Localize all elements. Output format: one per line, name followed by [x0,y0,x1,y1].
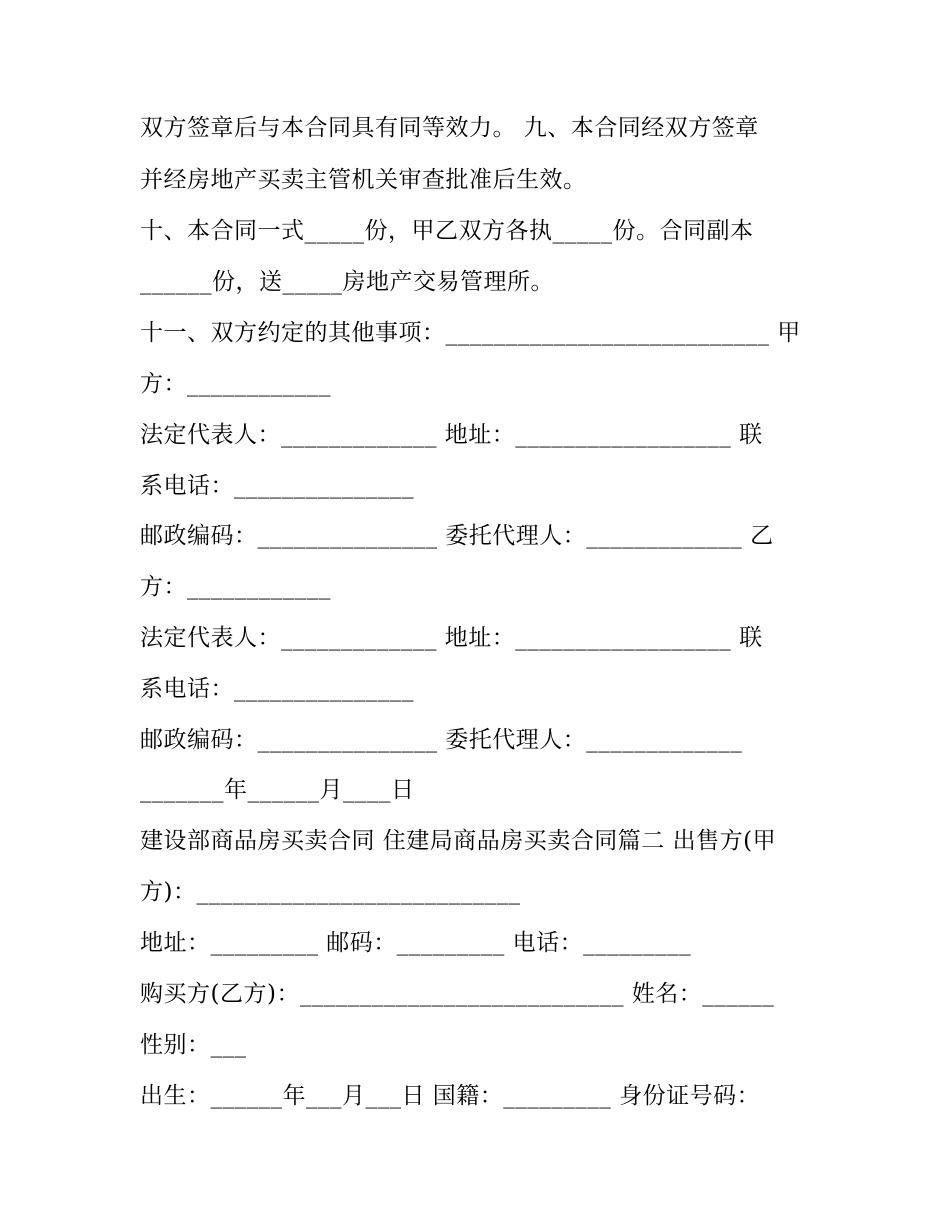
text-line: 邮政编码：_______________ 委托代理人：_____________ [140,727,743,753]
text-line: 十、本合同一式_____份，甲乙双方各执_____份。合同副本 [140,218,754,244]
text-line: 性别：___ [140,1032,247,1058]
text-line: 建设部商品房买卖合同 住建局商品房买卖合同篇二 出售方(甲 [140,828,777,854]
text-line: 法定代表人：_____________ 地址：__________________ 联 [140,422,763,448]
text-line: 方：____________ [140,371,331,397]
text-line: 系电话：_______________ [140,676,414,702]
text-line: 邮政编码：_______________ 委托代理人：_____________ 乙 [140,523,774,549]
text-line: _______年______月____日 [140,777,415,803]
text-line: 方)：___________________________ [140,879,521,905]
text-line: 出生：______年___月___日 国籍：_________ 身份证号码： [140,1083,761,1109]
text-line: 系电话：_______________ [140,473,414,499]
text-line: 购买方(乙方)：___________________________ 姓名：______ [140,981,775,1007]
text-line: 地址：_________ 邮码：_________ 电话：_________ [140,930,692,956]
text-line: 法定代表人：_____________ 地址：__________________ 联 [140,625,763,651]
text-line: ______份，送_____房地产交易管理所。 [140,269,554,295]
text-line: 十一、双方约定的其他事项：___________________________ 甲 [140,320,801,346]
text-line: 并经房地产买卖主管机关审查批准后生效。 [140,167,587,193]
text-line: 双方签章后与本合同具有同等效力。 九、本合同经双方签章 [140,115,759,141]
text-line: 方：____________ [140,574,331,600]
